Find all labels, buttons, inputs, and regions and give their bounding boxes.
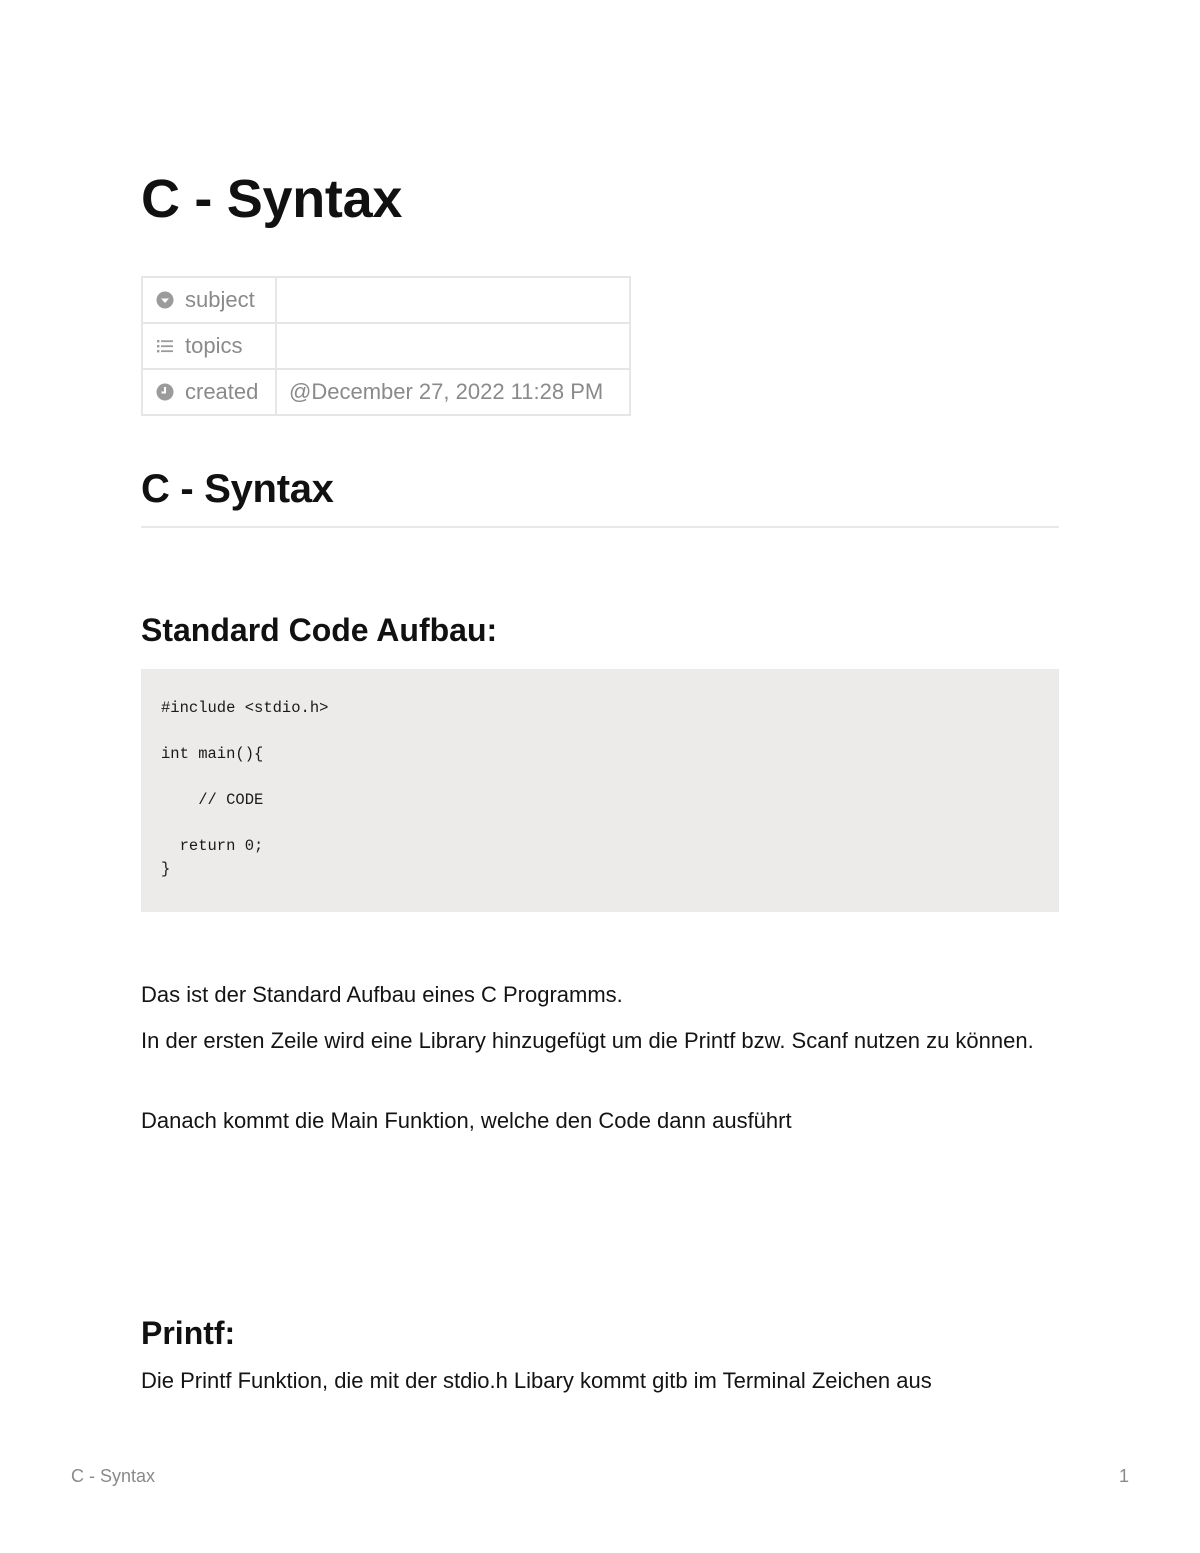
paragraph: Danach kommt die Main Funktion, welche den Code dann ausführt (141, 1108, 792, 1133)
clock-icon (155, 382, 175, 402)
list-icon (155, 336, 175, 356)
property-value[interactable] (276, 323, 630, 369)
properties-table (141, 276, 631, 416)
paragraph: In der ersten Zeile wird eine Library hinzugefügt um die Printf bzw. Scanf nutzen zu können. (141, 1028, 1034, 1053)
section-heading-standard-code: Standard Code Aufbau: (141, 612, 498, 648)
property-name: created (185, 379, 259, 404)
page-title: C - Syntax (141, 169, 403, 229)
section-heading-syntax: C - Syntax (141, 462, 1059, 528)
select-icon (155, 290, 175, 310)
section-heading-printf: Printf: (141, 1315, 236, 1351)
property-value[interactable] (276, 277, 630, 323)
property-name: subject (185, 287, 255, 312)
property-row-topics (142, 323, 630, 369)
paragraph: Das ist der Standard Aufbau eines C Programms. (141, 982, 623, 1007)
paragraph: Die Printf Funktion, die mit der stdio.h Libary kommt gitb im Terminal Zeichen aus (141, 1368, 932, 1393)
footer-title: C - Syntax (71, 1466, 156, 1486)
property-value: @December 27, 2022 11:28 PM (276, 369, 630, 415)
property-row-created (142, 369, 630, 415)
page-number: 1 (1118, 1466, 1129, 1486)
property-name: topics (185, 333, 243, 358)
code-block: #include <stdio.h> int main(){ // CODE return 0; } (141, 669, 1059, 912)
property-row-subject (142, 277, 630, 323)
